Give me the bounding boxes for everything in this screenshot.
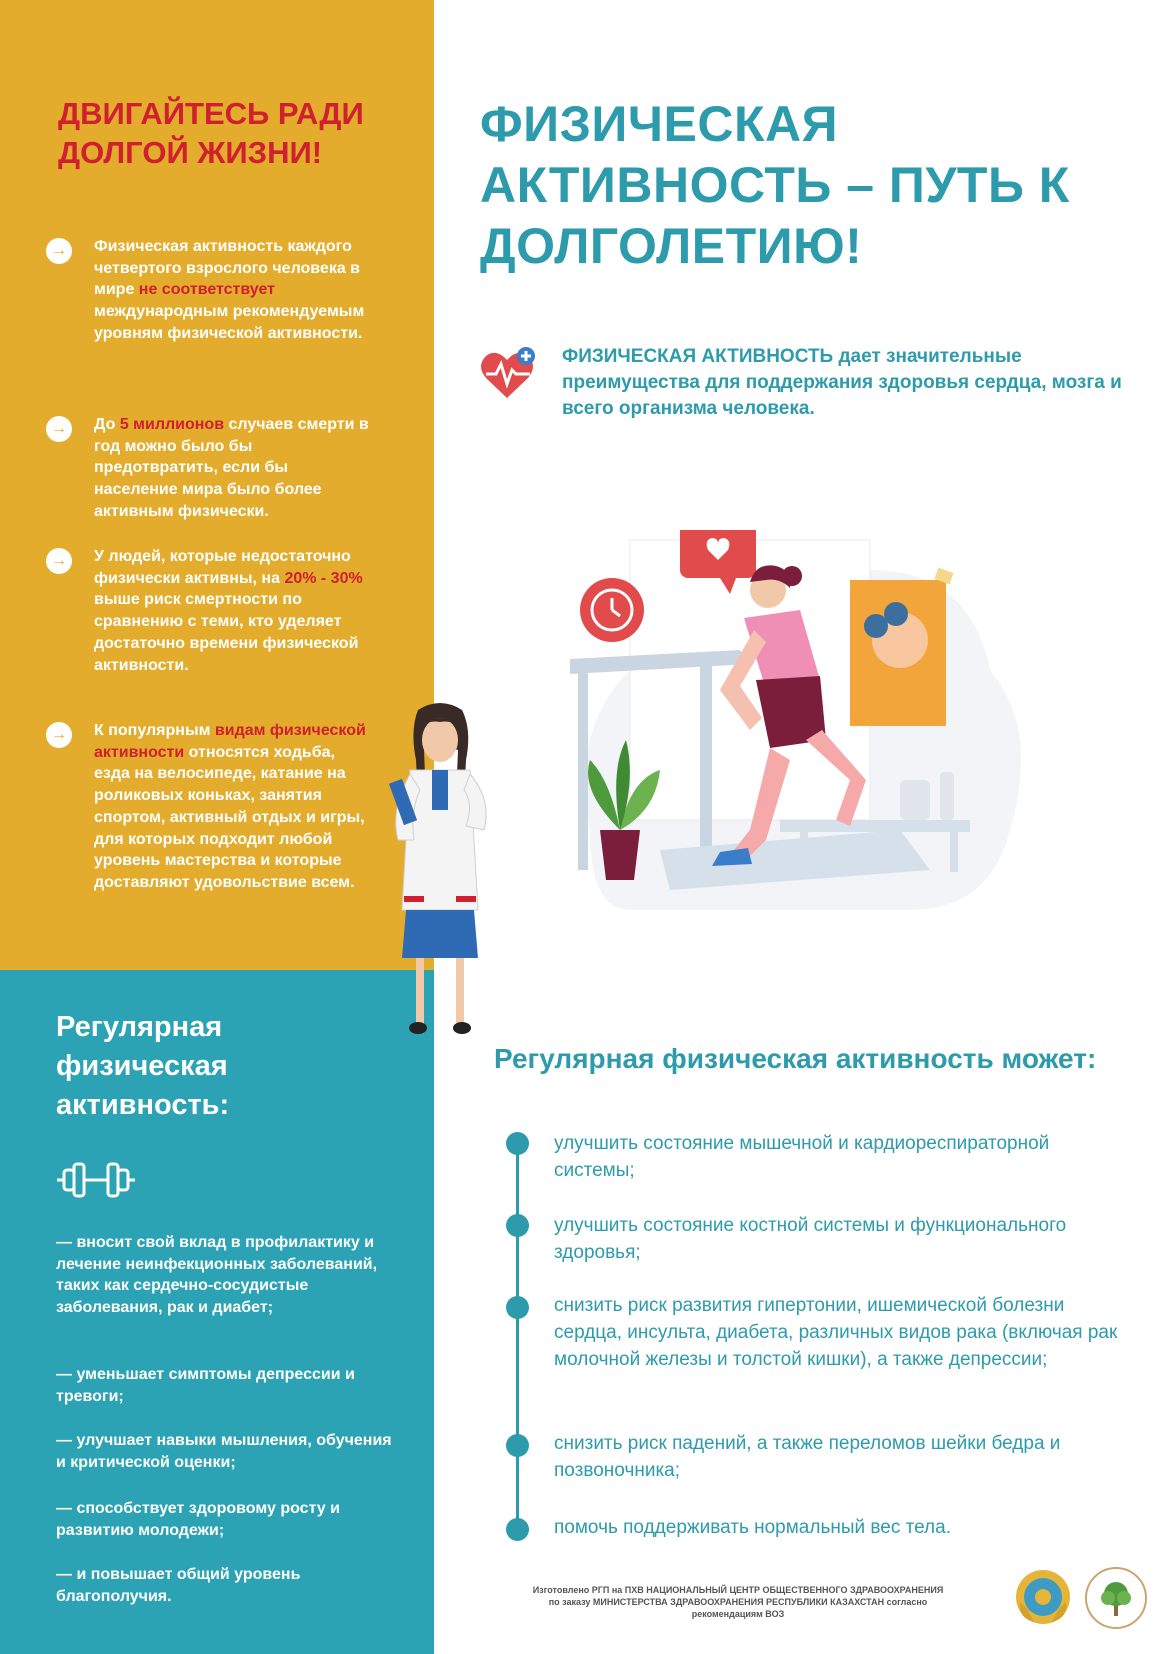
timeline-dot <box>506 1214 529 1237</box>
arrow-icon: → <box>46 548 72 574</box>
treadmill-illustration <box>570 530 1040 950</box>
regular-item-4: — способствует здоровому росту и развитию молодежи; <box>56 1500 340 1539</box>
fact-text: Физическая активность каждого четвертого взрослого человека в мире не соответствует международным рекомендуемым уровням физической активности. <box>94 238 365 342</box>
arrow-icon: → <box>46 416 72 442</box>
regular-activity-title: Регулярная физическая активность: <box>56 1011 230 1121</box>
footer-line: рекомендациям ВОЗ <box>691 1609 785 1619</box>
timeline-line <box>516 1146 519 1536</box>
heart-pulse-icon <box>480 346 538 402</box>
can-title: Регулярная физическая активность может: <box>494 1043 1097 1074</box>
regular-item-1: — вносит свой вклад в профилактику и лечение неинфекционных заболеваний, таких как сердечно-сосудистые заболевания, рак и диабет; <box>56 1234 378 1317</box>
fact-text: К популярным видам физической активности относятся ходьба, езда на велосипеде, катание на роликовых коньках, занятия спортом, активный отдых и игры, для которых подходит любой уровень мастерства и которые доставляют удовольствие всем. <box>94 722 366 891</box>
fact-text: До 5 миллионов случаев смерти в год можно было бы предотвратить, если бы население мира было более активным физически. <box>94 416 369 520</box>
left-title: ДВИГАЙТЕСЬ РАДИ ДОЛГОЙ ЖИЗНИ! <box>58 96 364 170</box>
footer-credits <box>458 1584 1018 1620</box>
regular-item-5: — и повышает общий уровень благополучия. <box>56 1566 301 1605</box>
can-item-3: снизить риск развития гипертонии, ишемической болезни сердца, инсульта, диабета, различных видов рака (включая рак молочной железы и толстой кишки), а также депрессии; <box>554 1295 1118 1370</box>
regular-item-2: — уменьшает симптомы депрессии и тревоги; <box>56 1366 355 1405</box>
fact-text: У людей, которые недостаточно физически активны, на 20% - 30% выше риск смертности по сравнению с теми, кто уделяет достаточно времени физической активности. <box>94 548 363 674</box>
kazakhstan-emblem-icon <box>1014 1568 1072 1626</box>
arrow-icon: → <box>46 238 72 264</box>
dumbbell-icon <box>56 1158 136 1202</box>
can-item-1: улучшить состояние мышечной и кардиореспираторной системы; <box>554 1133 1050 1181</box>
timeline-dot <box>506 1296 529 1319</box>
can-item-5: помочь поддерживать нормальный вес тела. <box>554 1517 951 1538</box>
can-item-4: снизить риск падений, а также переломов шейки бедра и позвоночника; <box>554 1433 1061 1481</box>
timeline-dot <box>506 1434 529 1457</box>
ncph-logo-icon <box>1084 1566 1148 1630</box>
footer-line: Изготовлено РГП на ПХВ НАЦИОНАЛЬНЫЙ ЦЕНТР ОБЩЕСТВЕННОГО ЗДРАВООХРАНЕНИЯ <box>532 1585 944 1595</box>
footer-line: по заказу МИНИСТЕРСТВА ЗДРАВООХРАНЕНИЯ РЕСПУБЛИКИ КАЗАХСТАН согласно <box>548 1597 928 1607</box>
can-item-2: улучшить состояние костной системы и функционального здоровья; <box>554 1215 1067 1263</box>
timeline-dot <box>506 1132 529 1155</box>
benefit-text: ФИЗИЧЕСКАЯ АКТИВНОСТЬ дает значительные преимущества для поддержания здоровья сердца, мозга и всего организма человека. <box>562 346 1122 419</box>
regular-item-3: — улучшает навыки мышления, обучения и критической оценки; <box>56 1432 392 1471</box>
main-title: ФИЗИЧЕСКАЯ АКТИВНОСТЬ – ПУТЬ К ДОЛГОЛЕТИЮ! <box>480 96 1070 274</box>
timeline-dot <box>506 1518 529 1541</box>
arrow-icon: → <box>46 722 72 748</box>
